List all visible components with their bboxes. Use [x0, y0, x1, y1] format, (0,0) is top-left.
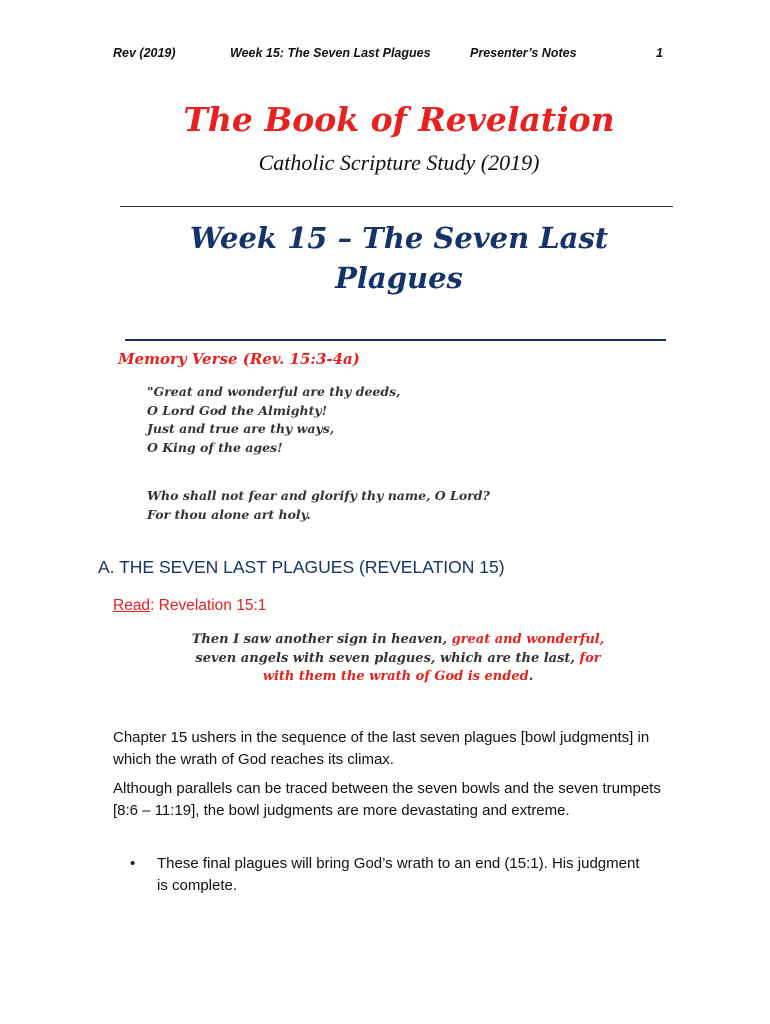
quote-highlight: with them the wrath of God is ended — [262, 669, 529, 684]
quote-highlight: great and wonderful, — [451, 632, 605, 647]
body-paragraph: Chapter 15 ushers in the sequence of the last seven plagues [bowl judgments] in which the wrath of God reaches its climax. — [113, 729, 650, 768]
memory-verse-heading: Memory Verse (Rev. 15:3-4a) — [118, 350, 360, 368]
read-reference — [113, 597, 266, 615]
memory-verse-stanza — [147, 487, 490, 524]
verse-line: O Lord God the Almighty! — [147, 402, 328, 418]
week-title — [0, 218, 770, 298]
page-number: 1 — [656, 46, 663, 60]
divider — [125, 339, 666, 341]
quote-highlight: for — [579, 650, 601, 666]
verse-line: "Great and wonderful are thy deeds, — [147, 384, 401, 399]
quote-text: Then I saw another sign in heaven, — [191, 632, 452, 647]
week-title-line: Plagues — [335, 261, 463, 295]
read-ref: : Revelation 15:1 — [150, 597, 267, 614]
verse-line: O King of the ages! — [147, 440, 283, 456]
header-rev: Rev (2019) — [113, 46, 176, 60]
bullet-text: These final plagues will bring God’s wrath to an end (15:1). His judgment is complete. — [157, 855, 640, 894]
quote-text: . — [528, 669, 534, 684]
read-label: Read — [113, 597, 151, 614]
memory-verse-stanza — [147, 383, 401, 458]
scripture-quote — [108, 631, 688, 687]
section-heading: A. THE SEVEN LAST PLAGUES (REVELATION 15) — [98, 557, 505, 577]
bullet-item — [130, 853, 650, 897]
header-week: Week 15: The Seven Last Plagues — [230, 46, 431, 60]
document-title: The Book of Revelation — [183, 100, 615, 139]
quote-text: seven angels with seven plagues, which are the last, — [195, 650, 580, 666]
week-title-line: Week 15 – The Seven Last — [189, 221, 609, 255]
bullet-icon: • — [130, 855, 136, 872]
header-notes: Presenter’s Notes — [470, 46, 577, 60]
divider — [120, 206, 673, 207]
verse-line: For thou alone art holy. — [147, 506, 311, 522]
verse-line: Who shall not fear and glorify thy name, O Lord? — [147, 488, 490, 503]
verse-line: Just and true are thy ways, — [147, 421, 335, 437]
document-subtitle: Catholic Scripture Study (2019) — [258, 150, 540, 175]
body-paragraph: Although parallels can be traced between the seven bowls and the seven trumpets [8:6 – 11:19], the bowl judgments are more devastating and extreme. — [113, 780, 661, 819]
